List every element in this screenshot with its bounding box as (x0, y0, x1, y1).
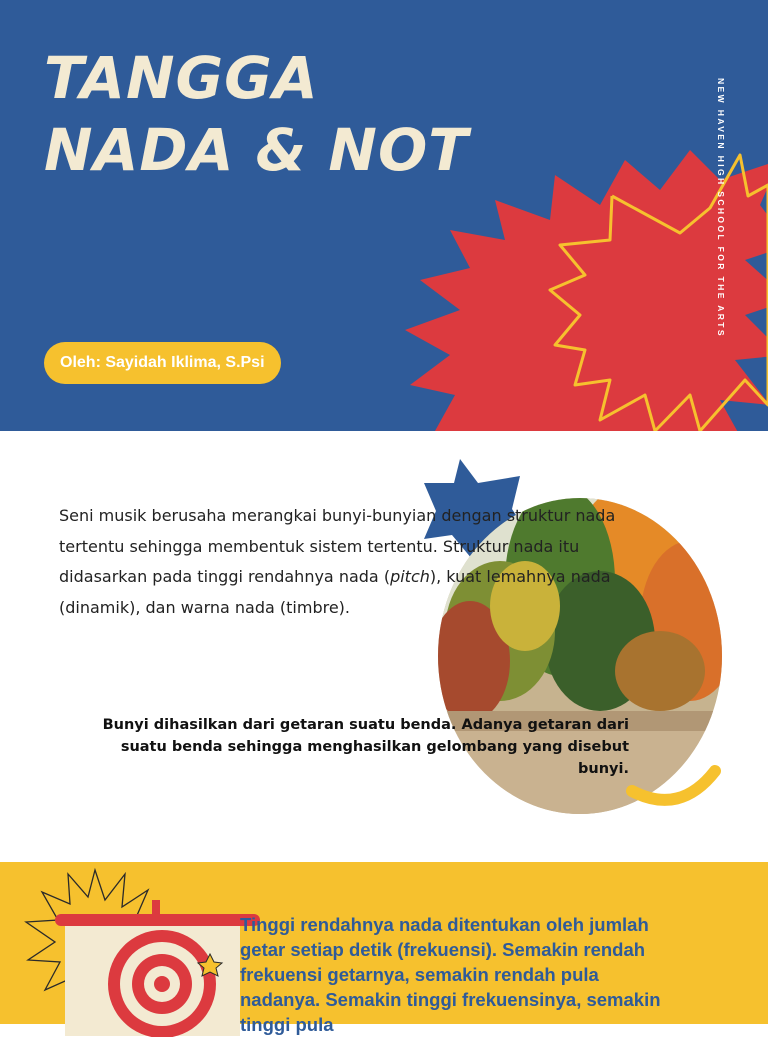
title-line-1: TANGGA (44, 44, 319, 112)
intro-part-2: ), kuat lemahnya nada (dinamik), dan warna nada (timbre). (59, 567, 611, 617)
intro-part-1: Seni musik berusaha merangkai bunyi-bunyian dengan struktur nada tertentu sehingga membentuk sistem tertentu. Struktur nada itu didasarkan pada tinggi rendahnya nada ( (59, 506, 616, 586)
author-badge: Oleh: Sayidah Iklima, S.Psi (44, 342, 281, 384)
intro-section (0, 431, 768, 862)
forest-illustration (0, 431, 768, 862)
school-name-vertical (706, 78, 736, 358)
board-bar (55, 914, 260, 926)
pitch-term: pitch (390, 567, 430, 586)
frequency-paragraph: Tinggi rendahnya nada ditentukan oleh jumlah getar setiap detik (frekuensi). Semakin rendah frekuensi getarnya, semakin rendah pula nadanya. Semakin tinggi frekuensinya, semakin tinggi pula (240, 914, 661, 1035)
page-title (44, 42, 469, 186)
title-line-2: NADA & NOT (44, 116, 469, 184)
intro-paragraph (59, 501, 619, 623)
sound-definition-quote: Bunyi dihasilkan dari getaran suatu benda. Adanya getaran dari suatu benda sehingga menghasilkan gelombang yang disebut bunyi. (102, 717, 629, 777)
target-center (154, 976, 170, 992)
frequency-section (0, 862, 768, 1035)
school-name-text: NEW HAVEN HIGH SCHOOL FOR THE ARTS (716, 78, 726, 338)
header-section (0, 0, 768, 431)
